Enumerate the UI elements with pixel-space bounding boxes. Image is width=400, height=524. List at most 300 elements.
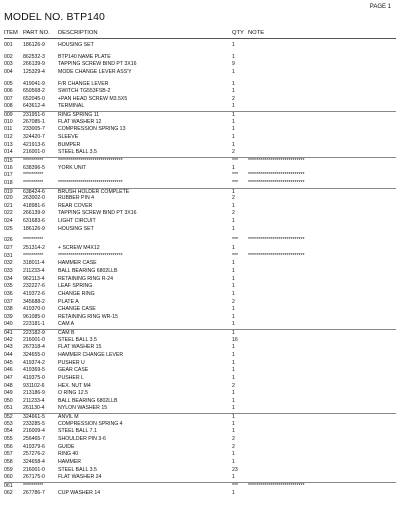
note: ****************************	[248, 237, 305, 244]
table-row	[4, 81, 396, 89]
table-row	[4, 321, 396, 329]
quantity: 1	[232, 260, 235, 267]
item-number: 053	[4, 420, 13, 427]
description: STEEL BALL 3.5	[58, 466, 97, 473]
part-number: 257276-2	[23, 451, 45, 458]
description: HAMMER CASE	[58, 260, 97, 267]
quantity: 1	[232, 474, 235, 481]
part-number: 186126-9	[23, 42, 45, 48]
item-number: 060	[4, 474, 13, 481]
description: BALL BEARING 6802LLB	[58, 397, 118, 404]
part-number: 216009-4	[23, 428, 45, 435]
table-row	[4, 126, 396, 134]
table-row	[4, 69, 396, 77]
description: RETAINING RING R-24	[58, 275, 113, 282]
table-row	[4, 54, 396, 62]
part-number: 324661-5	[23, 414, 45, 421]
description: PLATE A	[58, 298, 79, 305]
quantity: 1	[232, 451, 235, 458]
table-row	[4, 383, 396, 391]
item-number: 051	[4, 405, 13, 412]
part-number: **********	[23, 252, 44, 259]
table-row	[4, 119, 396, 127]
part-number: 267175-0	[23, 474, 45, 481]
table-row	[4, 188, 396, 196]
description: MODE CHANGE LEVER ASS'Y	[58, 68, 132, 75]
table-row	[4, 142, 396, 150]
part-number: 223181-1	[23, 321, 45, 328]
part-number: **********	[23, 237, 44, 244]
quantity: ***	[232, 157, 239, 164]
quantity: 1	[232, 202, 235, 209]
quantity: 23	[232, 466, 238, 473]
quantity: 1	[232, 225, 235, 232]
quantity: 1	[232, 374, 235, 381]
table-row	[4, 157, 396, 165]
item-number: 059	[4, 466, 13, 473]
table-row	[4, 367, 396, 375]
part-number: 267318-4	[23, 344, 45, 351]
description: HOUSING SET	[58, 42, 94, 48]
description: HAMMER CHANGE LEVER	[58, 351, 124, 358]
description: COMPRESSION SPRING 13	[58, 126, 126, 133]
quantity: 1	[232, 245, 235, 252]
quantity: 1	[232, 390, 235, 397]
item-number: 035	[4, 283, 13, 290]
description: FLAT WASHER 12	[58, 118, 102, 125]
quantity: 1	[232, 112, 235, 119]
item-number: 047	[4, 374, 13, 381]
header-description: DESCRIPTION	[58, 30, 98, 36]
item-number: 042	[4, 336, 13, 343]
description: F/R CHANGE LEVER	[58, 80, 109, 87]
description: YORK UNIT	[58, 164, 87, 171]
table-row	[4, 226, 396, 234]
item-number: 014	[4, 149, 13, 156]
part-number: 232227-6	[23, 283, 45, 290]
table-row	[4, 413, 396, 421]
table-row	[4, 306, 396, 314]
part-number: 267786-7	[23, 489, 45, 496]
part-number: 233285-5	[23, 420, 45, 427]
table-row	[4, 421, 396, 429]
part-number: 419369-5	[23, 367, 45, 374]
item-number: 033	[4, 267, 13, 274]
item-number: 025	[4, 225, 13, 232]
table-row	[4, 344, 396, 352]
description: LEAF SPRING	[58, 283, 93, 290]
description: BUMPER	[58, 141, 81, 148]
quantity: 1	[232, 397, 235, 404]
table-row	[4, 61, 396, 69]
note: ****************************	[248, 179, 305, 186]
quantity: 1	[232, 414, 235, 421]
quantity: 1	[232, 80, 235, 87]
item-number: 006	[4, 88, 13, 95]
quantity: 1	[232, 188, 235, 195]
quantity: ***	[232, 482, 239, 489]
description: PUSHER L	[58, 374, 84, 381]
table-row	[4, 253, 396, 261]
note: ****************************	[248, 482, 305, 489]
quantity: 1	[232, 359, 235, 366]
part-number: 419372-6	[23, 290, 45, 297]
part-number: 318011-4	[23, 260, 45, 267]
table-row	[4, 276, 396, 284]
part-number: 345688-2	[23, 298, 45, 305]
description: RING 40	[58, 451, 79, 458]
description: RETAINING RING WR-15	[58, 313, 118, 320]
part-number: **********	[23, 179, 44, 186]
item-number: 018	[4, 179, 13, 186]
item-number: 027	[4, 245, 13, 252]
part-number: 267085-1	[23, 118, 45, 125]
part-number: 643612-4	[23, 103, 45, 110]
header-rule	[4, 38, 396, 39]
table-row	[4, 451, 396, 459]
description: TERMINAL	[58, 103, 85, 110]
page-number: PAGE 1	[369, 4, 391, 10]
description: SWITCH TG553FSB-2	[58, 88, 111, 95]
quantity: 1	[232, 313, 235, 320]
item-number: 043	[4, 344, 13, 351]
table-row	[4, 283, 396, 291]
description: SLEEVE	[58, 134, 79, 141]
quantity: 1	[232, 405, 235, 412]
table-row	[4, 88, 396, 96]
item-number: 044	[4, 351, 13, 358]
part-number: 231951-6	[23, 112, 45, 119]
part-number: 256465-7	[23, 436, 45, 443]
item-number: 008	[4, 103, 13, 110]
item-number: 054	[4, 428, 13, 435]
part-number: 419374-2	[23, 359, 45, 366]
quantity: 9	[232, 61, 235, 68]
part-number: 216001-0	[23, 466, 45, 473]
quantity: 2	[232, 443, 235, 450]
quantity: 16	[232, 336, 238, 343]
table-row	[4, 299, 396, 307]
item-number: 034	[4, 275, 13, 282]
description: ********************************	[58, 179, 123, 186]
item-number: 012	[4, 134, 13, 141]
table-row	[4, 260, 396, 268]
table-row	[4, 42, 396, 50]
table-row	[4, 96, 396, 104]
item-number: 055	[4, 436, 13, 443]
quantity: ***	[232, 252, 239, 259]
table-row	[4, 111, 396, 119]
part-number: 213186-9	[23, 390, 45, 397]
quantity: 1	[232, 164, 235, 171]
description: HAMMER	[58, 458, 82, 465]
part-number: 186126-9	[23, 225, 45, 232]
part-number: 125329-4	[23, 68, 45, 75]
table-row	[4, 218, 396, 226]
part-number: 266139-9	[23, 210, 45, 217]
table-row	[4, 314, 396, 322]
part-number: 962113-4	[23, 275, 45, 282]
part-number: 261130-4	[23, 405, 45, 412]
description: BALL BEARING 6802LLB	[58, 267, 118, 274]
item-number: 052	[4, 414, 13, 421]
part-number: 223182-9	[23, 330, 45, 337]
part-number: 419041-9	[23, 80, 45, 87]
quantity: 1	[232, 118, 235, 125]
table-row	[4, 390, 396, 398]
quantity: 2	[232, 210, 235, 217]
part-number: 862532-3	[23, 53, 45, 60]
quantity: 1	[232, 42, 235, 48]
table-row	[4, 398, 396, 406]
description: TAPPING SCREW BIND PT 3X16	[58, 210, 137, 217]
table-row	[4, 436, 396, 444]
item-number: 010	[4, 118, 13, 125]
table-row	[4, 291, 396, 299]
part-number: 652045-0	[23, 95, 45, 102]
description: STEEL BALL 3.5	[58, 149, 97, 156]
description: ********************************	[58, 252, 123, 259]
part-number: 421913-6	[23, 141, 45, 148]
quantity: 1	[232, 88, 235, 95]
item-number: 005	[4, 80, 13, 87]
item-number: 009	[4, 112, 13, 119]
item-number: 050	[4, 397, 13, 404]
quantity: 1	[232, 351, 235, 358]
item-number: 007	[4, 95, 13, 102]
quantity: 1	[232, 141, 235, 148]
table-row	[4, 268, 396, 276]
table-row	[4, 180, 396, 188]
table-row	[4, 245, 396, 253]
quantity: 2	[232, 436, 235, 443]
quantity: 1	[232, 420, 235, 427]
note: ****************************	[248, 157, 305, 164]
part-number: 216001-0	[23, 336, 45, 343]
table-row	[4, 134, 396, 142]
note: ****************************	[248, 252, 305, 259]
quantity: 1	[232, 428, 235, 435]
part-number: 419370-0	[23, 306, 45, 313]
item-number: 001	[4, 42, 13, 48]
quantity: ***	[232, 179, 239, 186]
item-number: 002	[4, 53, 13, 60]
table-row	[4, 103, 396, 111]
table-row	[4, 360, 396, 368]
part-number: 631683-6	[23, 218, 45, 225]
item-number: 016	[4, 164, 13, 171]
item-number: 020	[4, 195, 13, 202]
item-number: 038	[4, 306, 13, 313]
part-number: 638424-6	[23, 188, 45, 195]
item-number: 040	[4, 321, 13, 328]
table-row	[4, 337, 396, 345]
model-number-title: MODEL NO. BTP140	[4, 11, 105, 23]
table-row	[4, 195, 396, 203]
header-qty: QTY	[232, 30, 244, 36]
quantity: 1	[232, 489, 235, 496]
part-number: 419379-6	[23, 443, 45, 450]
quantity: 1	[232, 290, 235, 297]
quantity: ***	[232, 237, 239, 244]
table-header	[4, 30, 396, 38]
quantity: 1	[232, 321, 235, 328]
description: FLAT WASHER 24	[58, 474, 102, 481]
description: FLAT WASHER 15	[58, 344, 102, 351]
item-number: 017	[4, 172, 13, 179]
part-number: 650568-2	[23, 88, 45, 95]
item-number: 041	[4, 330, 13, 337]
part-number: 324420-7	[23, 134, 45, 141]
item-number: 057	[4, 451, 13, 458]
item-number: 046	[4, 367, 13, 374]
item-number: 003	[4, 61, 13, 68]
description: ANVIL M	[58, 414, 79, 421]
description: CHANGE CASE	[58, 306, 96, 313]
item-number: 061	[4, 482, 13, 489]
description: COMPRESSION SPRING 4	[58, 420, 123, 427]
part-number: 324658-4	[23, 458, 45, 465]
description: HEX. NUT M4	[58, 382, 91, 389]
quantity: 2	[232, 195, 235, 202]
table-row	[4, 490, 396, 498]
part-number: 263002-0	[23, 195, 45, 202]
note: ****************************	[248, 172, 305, 179]
table-row	[4, 375, 396, 383]
header-item: ITEM	[4, 30, 18, 36]
description: GEAR CASE	[58, 367, 89, 374]
quantity: 1	[232, 330, 235, 337]
description: ********************************	[58, 157, 123, 164]
table-row	[4, 352, 396, 360]
description: GUIDE	[58, 443, 75, 450]
quantity: 1	[232, 267, 235, 274]
item-number: 049	[4, 390, 13, 397]
part-number: **********	[23, 482, 44, 489]
item-number: 056	[4, 443, 13, 450]
item-number: 031	[4, 252, 13, 259]
item-number: 039	[4, 313, 13, 320]
quantity: 2	[232, 149, 235, 156]
description: CAM A	[58, 321, 75, 328]
description: TAPPING SCREW BIND PT 3X16	[58, 61, 137, 68]
item-number: 026	[4, 237, 13, 244]
description: STEEL BALL 7.1	[58, 428, 97, 435]
description: SHOULDER PIN 3-6	[58, 436, 106, 443]
quantity: 1	[232, 103, 235, 110]
table-row	[4, 444, 396, 452]
item-number: 004	[4, 68, 13, 75]
part-number: 418981-6	[23, 202, 45, 209]
description: CUP WASHER 14	[58, 489, 101, 496]
quantity: 1	[232, 126, 235, 133]
description: BRUSH HOLDER COMPLETE	[58, 188, 130, 195]
quantity: 1	[232, 53, 235, 60]
item-number: 058	[4, 458, 13, 465]
description: HOUSING SET	[58, 225, 94, 232]
description: O RING 12.5	[58, 390, 88, 397]
item-number: 032	[4, 260, 13, 267]
table-row	[4, 482, 396, 490]
table-row	[4, 210, 396, 218]
quantity: 1	[232, 283, 235, 290]
part-number: 931102-6	[23, 382, 45, 389]
table-row	[4, 428, 396, 436]
table-row	[4, 467, 396, 475]
item-number: 037	[4, 298, 13, 305]
item-number: 015	[4, 157, 13, 164]
part-number: **********	[23, 172, 44, 179]
part-number: 251314-2	[23, 245, 45, 252]
quantity: 1	[232, 344, 235, 351]
table-row	[4, 172, 396, 180]
part-number: 211233-4	[23, 267, 45, 274]
table-row	[4, 165, 396, 173]
description: BTP140 NAME PLATE	[58, 53, 111, 60]
header-part-no: PART NO.	[23, 30, 50, 36]
description: +PAN HEAD SCREW M3.5X5	[58, 95, 128, 102]
part-number: 216001-0	[23, 149, 45, 156]
quantity: 2	[232, 298, 235, 305]
quantity: ***	[232, 172, 239, 179]
description: NYLON WASHER 15	[58, 405, 108, 412]
description: RUBBER PIN 4	[58, 195, 95, 202]
item-number: 022	[4, 210, 13, 217]
description: CHANGE RING	[58, 290, 95, 297]
item-number: 013	[4, 141, 13, 148]
part-number: 324655-0	[23, 351, 45, 358]
quantity: 1	[232, 275, 235, 282]
item-number: 011	[4, 126, 13, 133]
part-number: 638396-5	[23, 164, 45, 171]
description: CAM B	[58, 330, 75, 337]
quantity: 1	[232, 367, 235, 374]
table-row	[4, 459, 396, 467]
description: LIGHT CIRCUIT	[58, 218, 96, 225]
item-number: 036	[4, 290, 13, 297]
item-number: 021	[4, 202, 13, 209]
table-row	[4, 237, 396, 245]
description: + SCREW M4X12	[58, 245, 100, 252]
description: RING SPRING 11	[58, 112, 100, 119]
part-number: 233005-7	[23, 126, 45, 133]
description: STEEL BALL 3.5	[58, 336, 97, 343]
header-note: NOTE	[248, 30, 265, 36]
quantity: 1	[232, 306, 235, 313]
item-number: 019	[4, 188, 13, 195]
table-row	[4, 405, 396, 413]
table-row	[4, 329, 396, 337]
item-number: 045	[4, 359, 13, 366]
item-number: 048	[4, 382, 13, 389]
part-number: 211233-4	[23, 397, 45, 404]
table-row	[4, 474, 396, 482]
quantity: 1	[232, 218, 235, 225]
table-row	[4, 203, 396, 211]
part-number: 266139-9	[23, 61, 45, 68]
quantity: 1	[232, 134, 235, 141]
part-number: 419375-0	[23, 374, 45, 381]
quantity: 2	[232, 95, 235, 102]
part-number: 961085-0	[23, 313, 45, 320]
quantity: 2	[232, 382, 235, 389]
parts-table	[4, 42, 396, 497]
quantity: 1	[232, 68, 235, 75]
description: REAR COVER	[58, 202, 93, 209]
description: PUSHER U	[58, 359, 85, 366]
item-number: 024	[4, 218, 13, 225]
part-number: **********	[23, 157, 44, 164]
